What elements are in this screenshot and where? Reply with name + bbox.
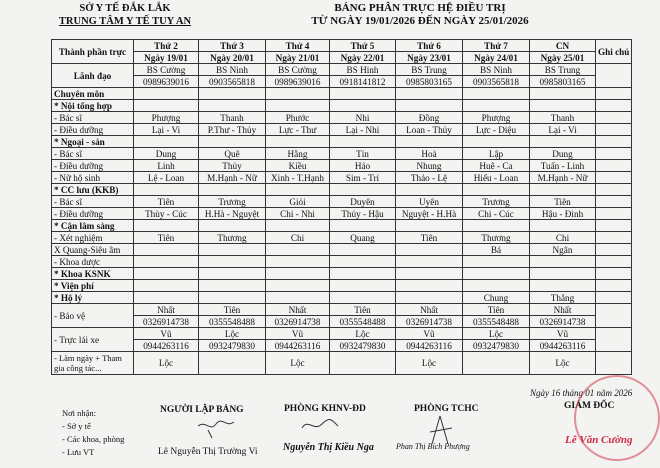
component-header: Thành phần trực xyxy=(52,40,134,64)
sign-date: Ngày 16 tháng 01 năm 2026 xyxy=(530,388,633,398)
duty-schedule-table xyxy=(51,39,632,375)
recipient-item: - Các khoa, phòng xyxy=(62,434,125,444)
day-date: Ngày 21/01 xyxy=(266,52,330,64)
duty-cell: Phước xyxy=(266,112,330,124)
duty-cell xyxy=(199,220,266,232)
leader-phone: 0903565818 xyxy=(463,76,530,88)
table-row xyxy=(52,280,632,292)
duty-cell xyxy=(134,220,199,232)
row-label: - Điều dưỡng xyxy=(52,208,134,220)
staff-phone: 0326914738 xyxy=(266,316,330,328)
duty-cell xyxy=(134,280,199,292)
duty-cell xyxy=(330,280,396,292)
row-label-line: gia công tác... xyxy=(54,363,102,373)
notes-cell xyxy=(596,292,632,304)
duty-cell xyxy=(330,244,396,256)
notes-cell xyxy=(596,172,632,184)
duty-cell xyxy=(266,292,330,304)
duty-cell: Thanh xyxy=(530,112,596,124)
duty-cell: Tiên xyxy=(134,232,199,244)
duty-cell: Phượng xyxy=(134,112,199,124)
duty-cell xyxy=(266,184,330,196)
duty-cell xyxy=(463,256,530,268)
duty-cell xyxy=(134,292,199,304)
extra-row xyxy=(52,352,632,375)
org-header xyxy=(40,2,210,28)
duty-cell: Chi - Cúc xyxy=(463,208,530,220)
day-name: Thứ 5 xyxy=(330,40,396,52)
duty-cell: Tiên xyxy=(134,196,199,208)
duty-cell xyxy=(199,136,266,148)
notes-header: Ghi chú xyxy=(596,40,632,64)
maker-title: NGƯỜI LẬP BẢNG xyxy=(160,405,244,415)
duty-cell: Chung xyxy=(463,292,530,304)
day-name: Thứ 4 xyxy=(266,40,330,52)
duty-cell xyxy=(330,352,396,375)
row-label: * Khoa KSNK xyxy=(52,268,134,280)
notes-cell xyxy=(596,124,632,136)
row-label: - Trực lái xe xyxy=(52,328,134,352)
row-label: - Điều dưỡng xyxy=(52,160,134,172)
driver-row xyxy=(52,328,632,340)
duty-cell xyxy=(134,256,199,268)
duty-cell xyxy=(530,100,596,112)
duty-cell: Lực - Diệu xyxy=(463,124,530,136)
row-label: - Điều dưỡng xyxy=(52,124,134,136)
notes-cell xyxy=(596,64,632,88)
security-row xyxy=(52,304,632,316)
notes-cell xyxy=(596,328,632,352)
row-label: - Khoa dược xyxy=(52,256,134,268)
row-label-line: - Làm ngày + Tham xyxy=(54,353,122,363)
header-row xyxy=(52,40,632,52)
leader-phone: 0903565818 xyxy=(199,76,266,88)
notes-cell xyxy=(596,208,632,220)
row-label: - Bác sĩ xyxy=(52,196,134,208)
khnv-name: Nguyễn Thị Kiều Nga xyxy=(283,442,374,453)
duty-cell: Lệ - Loan xyxy=(134,172,199,184)
duty-cell xyxy=(530,256,596,268)
duty-cell xyxy=(463,268,530,280)
duty-cell: Chi xyxy=(530,232,596,244)
org-department: SỞ Y TẾ ĐẮK LẮK xyxy=(79,3,171,14)
duty-cell xyxy=(330,292,396,304)
day-name: Thứ 7 xyxy=(463,40,530,52)
duty-cell: Lộc xyxy=(530,352,596,375)
notes-cell xyxy=(596,256,632,268)
duty-cell xyxy=(134,100,199,112)
leader-name: BS Trung xyxy=(396,64,463,76)
staff-name: Lộc xyxy=(199,328,266,340)
official-stamp xyxy=(574,375,660,461)
duty-cell: Phượng xyxy=(463,112,530,124)
duty-cell: Thảo - Lệ xyxy=(396,172,463,184)
duty-cell xyxy=(199,268,266,280)
leader-phone: 0985803165 xyxy=(530,76,596,88)
header-date-row xyxy=(52,52,632,64)
org-center: TRUNG TÂM Y TẾ TUY AN xyxy=(58,16,192,27)
staff-name: Lộc xyxy=(330,328,396,340)
recipients xyxy=(62,408,124,457)
table-row xyxy=(52,100,632,112)
recipients-title: Nơi nhận: xyxy=(62,408,97,418)
duty-cell: Thanh xyxy=(199,112,266,124)
table-row xyxy=(52,112,632,124)
row-label: Lãnh đạo xyxy=(52,64,134,88)
duty-cell xyxy=(134,136,199,148)
khnv-signature xyxy=(300,416,340,438)
duty-cell xyxy=(463,220,530,232)
duty-cell: Sim - Trí xyxy=(330,172,396,184)
duty-cell: Tiên xyxy=(530,196,596,208)
leader-phone-row xyxy=(52,76,632,88)
duty-cell: Kiều xyxy=(266,160,330,172)
duty-cell: Tín xyxy=(330,148,396,160)
duty-cell: Dung xyxy=(530,148,596,160)
duty-cell xyxy=(463,100,530,112)
duty-cell xyxy=(396,292,463,304)
row-label: * Ngoại - sản xyxy=(52,136,134,148)
duty-cell xyxy=(396,244,463,256)
day-date: Ngày 22/01 xyxy=(330,52,396,64)
duty-cell: Thương xyxy=(463,232,530,244)
duty-cell xyxy=(396,100,463,112)
day-name: CN xyxy=(530,40,596,52)
staff-phone: 0944263116 xyxy=(530,340,596,352)
duty-cell xyxy=(463,280,530,292)
duty-cell xyxy=(266,136,330,148)
duty-cell: Huê - Ca xyxy=(463,160,530,172)
duty-cell xyxy=(199,100,266,112)
staff-phone: 0355548488 xyxy=(330,316,396,328)
row-label: * Hộ lý xyxy=(52,292,134,304)
leader-name: BS Trung xyxy=(530,64,596,76)
table-row xyxy=(52,88,632,100)
driver-row-phone xyxy=(52,340,632,352)
director-name: Lê Văn Cường xyxy=(565,434,633,446)
staff-name: Vũ xyxy=(134,328,199,340)
day-name: Thứ 6 xyxy=(396,40,463,52)
duty-cell: Giỏi xyxy=(266,196,330,208)
duty-cell xyxy=(463,88,530,100)
notes-cell xyxy=(596,352,632,375)
staff-phone: 0932479830 xyxy=(463,340,530,352)
duty-cell: Thùy - Cúc xyxy=(134,208,199,220)
duty-cell xyxy=(396,256,463,268)
duty-cell: Nhi xyxy=(330,112,396,124)
tchc-name: Phan Thị Bích Phượng xyxy=(396,442,470,451)
duty-cell: Chi - Nhi xyxy=(266,208,330,220)
duty-cell xyxy=(199,244,266,256)
day-date: Ngày 19/01 xyxy=(134,52,199,64)
duty-cell: Hoà xyxy=(396,148,463,160)
duty-cell: Hằng xyxy=(266,148,330,160)
day-date: Ngày 20/01 xyxy=(199,52,266,64)
staff-phone: 0355548488 xyxy=(463,316,530,328)
duty-cell xyxy=(199,256,266,268)
duty-cell xyxy=(396,268,463,280)
duty-cell xyxy=(266,100,330,112)
staff-phone: 0326914738 xyxy=(134,316,199,328)
row-label: * Cận lâm sàng xyxy=(52,220,134,232)
maker-signature xyxy=(196,418,236,440)
duty-cell: Lại - Nhi xyxy=(330,124,396,136)
table-row xyxy=(52,208,632,220)
row-label: * Nội tổng hợp xyxy=(52,100,134,112)
notes-cell xyxy=(596,232,632,244)
row-label: - Bảo vệ xyxy=(52,304,134,328)
duty-cell: Thương xyxy=(199,232,266,244)
duty-cell xyxy=(266,280,330,292)
doc-header xyxy=(250,2,590,28)
duty-cell: Chi xyxy=(266,232,330,244)
table-row xyxy=(52,268,632,280)
leader-phone: 0985803165 xyxy=(396,76,463,88)
leader-name: BS Hinh xyxy=(330,64,396,76)
duty-cell xyxy=(463,184,530,196)
duty-cell: Lại - Vi xyxy=(530,124,596,136)
staff-name: Vũ xyxy=(530,328,596,340)
duty-cell: Quê xyxy=(199,148,266,160)
row-label: - Bác sĩ xyxy=(52,112,134,124)
row-label: - Bác sĩ xyxy=(52,148,134,160)
staff-phone: 0932479830 xyxy=(330,340,396,352)
duty-cell: Dung xyxy=(134,148,199,160)
notes-cell xyxy=(596,100,632,112)
staff-phone: 0355548488 xyxy=(199,316,266,328)
duty-cell: Bá xyxy=(463,244,530,256)
duty-cell xyxy=(330,220,396,232)
duty-cell xyxy=(266,268,330,280)
duty-cell: Duyên xyxy=(330,196,396,208)
duty-cell: Lộc xyxy=(396,352,463,375)
duty-cell: Nhung xyxy=(396,160,463,172)
duty-cell xyxy=(266,244,330,256)
table-row xyxy=(52,256,632,268)
duty-cell xyxy=(134,184,199,196)
day-date: Ngày 24/01 xyxy=(463,52,530,64)
duty-cell: Hiếu - Loan xyxy=(463,172,530,184)
duty-cell xyxy=(330,256,396,268)
duty-cell: Hậu - Đình xyxy=(530,208,596,220)
duty-cell: Thủy xyxy=(199,160,266,172)
duty-cell xyxy=(530,88,596,100)
table-row xyxy=(52,136,632,148)
doc-title: BẢNG PHÂN TRỰC HỆ ĐIỀU TRỊ xyxy=(334,2,506,14)
notes-cell xyxy=(596,196,632,208)
duty-cell: Trương xyxy=(199,196,266,208)
staff-phone: 0944263116 xyxy=(396,340,463,352)
duty-cell: Ngân xyxy=(530,244,596,256)
row-label: - Xét nghiệm xyxy=(52,232,134,244)
duty-cell xyxy=(463,352,530,375)
duty-cell: Lập xyxy=(463,148,530,160)
duty-cell xyxy=(199,184,266,196)
duty-cell: Quang xyxy=(330,232,396,244)
duty-cell xyxy=(530,280,596,292)
day-name: Thứ 2 xyxy=(134,40,199,52)
day-date: Ngày 23/01 xyxy=(396,52,463,64)
duty-cell: Linh xyxy=(134,160,199,172)
staff-phone: 0932479830 xyxy=(199,340,266,352)
leader-name: BS Cường xyxy=(266,64,330,76)
leader-phone: 0989639016 xyxy=(134,76,199,88)
staff-phone: 0326914738 xyxy=(530,316,596,328)
notes-cell xyxy=(596,304,632,328)
leader-name: BS Ninh xyxy=(199,64,266,76)
leader-row xyxy=(52,64,632,76)
duty-cell: Lộc xyxy=(266,352,330,375)
row-label: * CC lưu (KKB) xyxy=(52,184,134,196)
duty-cell xyxy=(330,184,396,196)
notes-cell xyxy=(596,184,632,196)
day-name: Thứ 3 xyxy=(199,40,266,52)
duty-cell: Hảo xyxy=(330,160,396,172)
notes-cell xyxy=(596,112,632,124)
duty-cell: Thủy - Hậu xyxy=(330,208,396,220)
notes-cell xyxy=(596,280,632,292)
duty-cell xyxy=(199,352,266,375)
leader-phone: 0918141812 xyxy=(330,76,396,88)
duty-cell xyxy=(330,88,396,100)
tchc-title: PHÒNG TCHC xyxy=(414,404,479,414)
table-row xyxy=(52,196,632,208)
duty-cell xyxy=(134,88,199,100)
notes-cell xyxy=(596,244,632,256)
staff-name: Nhất xyxy=(266,304,330,316)
khnv-title: PHÒNG KHNV-ĐD xyxy=(284,404,366,414)
day-date: Ngày 25/01 xyxy=(530,52,596,64)
leader-name: BS Ninh xyxy=(463,64,530,76)
duty-cell xyxy=(199,292,266,304)
staff-name: Tiên xyxy=(330,304,396,316)
row-label: X Quang-Siêu âm xyxy=(52,244,134,256)
staff-phone: 0944263116 xyxy=(266,340,330,352)
duty-cell xyxy=(199,280,266,292)
duty-cell: Uyên xyxy=(396,196,463,208)
table-row xyxy=(52,232,632,244)
staff-phone: 0944263116 xyxy=(134,340,199,352)
duty-cell xyxy=(134,268,199,280)
duty-cell: M.Hạnh - Nữ xyxy=(199,172,266,184)
notes-cell xyxy=(596,148,632,160)
staff-name: Lộc xyxy=(463,328,530,340)
notes-cell xyxy=(596,88,632,100)
maker-name: Lê Nguyễn Thị Trường Vi xyxy=(158,447,258,457)
duty-cell: Đồng xyxy=(396,112,463,124)
duty-cell xyxy=(463,136,530,148)
staff-name: Nhất xyxy=(396,304,463,316)
duty-cell xyxy=(330,100,396,112)
duty-cell xyxy=(396,136,463,148)
duty-cell xyxy=(530,136,596,148)
duty-cell xyxy=(330,136,396,148)
duty-cell: Loan - Thủy xyxy=(396,124,463,136)
table-row xyxy=(52,184,632,196)
duty-cell: H.Hà - Nguyệt xyxy=(199,208,266,220)
table-row xyxy=(52,244,632,256)
leader-name: BS Cường xyxy=(134,64,199,76)
duty-cell: Trương xyxy=(463,196,530,208)
duty-cell xyxy=(266,220,330,232)
staff-name: Nhất xyxy=(530,304,596,316)
row-label: - Nữ hộ sinh xyxy=(52,172,134,184)
security-row-phone xyxy=(52,316,632,328)
duty-cell: Lực - Thư xyxy=(266,124,330,136)
duty-cell xyxy=(396,184,463,196)
recipient-item: - Sở y tế xyxy=(62,421,91,431)
duty-cell: Lộc xyxy=(134,352,199,375)
duty-cell xyxy=(134,244,199,256)
row-label xyxy=(52,352,134,375)
table-row xyxy=(52,292,632,304)
director-title: GIÁM ĐỐC xyxy=(564,401,615,411)
table-row xyxy=(52,160,632,172)
duty-cell xyxy=(266,88,330,100)
duty-cell: Tiên xyxy=(396,232,463,244)
table-row xyxy=(52,124,632,136)
notes-cell xyxy=(596,160,632,172)
table-row xyxy=(52,220,632,232)
notes-cell xyxy=(596,220,632,232)
table-row xyxy=(52,148,632,160)
duty-cell xyxy=(396,280,463,292)
duty-cell: P.Thư - Thủy xyxy=(199,124,266,136)
notes-cell xyxy=(596,268,632,280)
staff-name: Vũ xyxy=(396,328,463,340)
staff-name: Tiên xyxy=(463,304,530,316)
duty-cell xyxy=(530,268,596,280)
duty-cell xyxy=(530,220,596,232)
staff-phone: 0326914738 xyxy=(396,316,463,328)
duty-cell: M.Hạnh - Nữ xyxy=(530,172,596,184)
row-label: * Viện phí xyxy=(52,280,134,292)
duty-cell: Lại - Vi xyxy=(134,124,199,136)
duty-cell: Thắng xyxy=(530,292,596,304)
leader-phone: 0989639016 xyxy=(266,76,330,88)
recipient-item: - Lưu VT xyxy=(62,447,95,457)
table-row xyxy=(52,172,632,184)
duty-cell: Xinh - T.Hạnh xyxy=(266,172,330,184)
duty-cell xyxy=(330,268,396,280)
duty-cell: Tuấn - Linh xyxy=(530,160,596,172)
duty-cell xyxy=(396,88,463,100)
duty-cell xyxy=(199,88,266,100)
staff-name: Tiên xyxy=(199,304,266,316)
doc-subtitle: TỪ NGÀY 19/01/2026 ĐẾN NGÀY 25/01/2026 xyxy=(311,15,529,27)
staff-name: Vũ xyxy=(266,328,330,340)
duty-cell xyxy=(530,184,596,196)
staff-name: Nhất xyxy=(134,304,199,316)
duty-cell xyxy=(396,220,463,232)
duty-cell: Nguyệt - H.Hà xyxy=(396,208,463,220)
notes-cell xyxy=(596,136,632,148)
duty-cell xyxy=(266,256,330,268)
row-label: Chuyên môn xyxy=(52,88,134,100)
